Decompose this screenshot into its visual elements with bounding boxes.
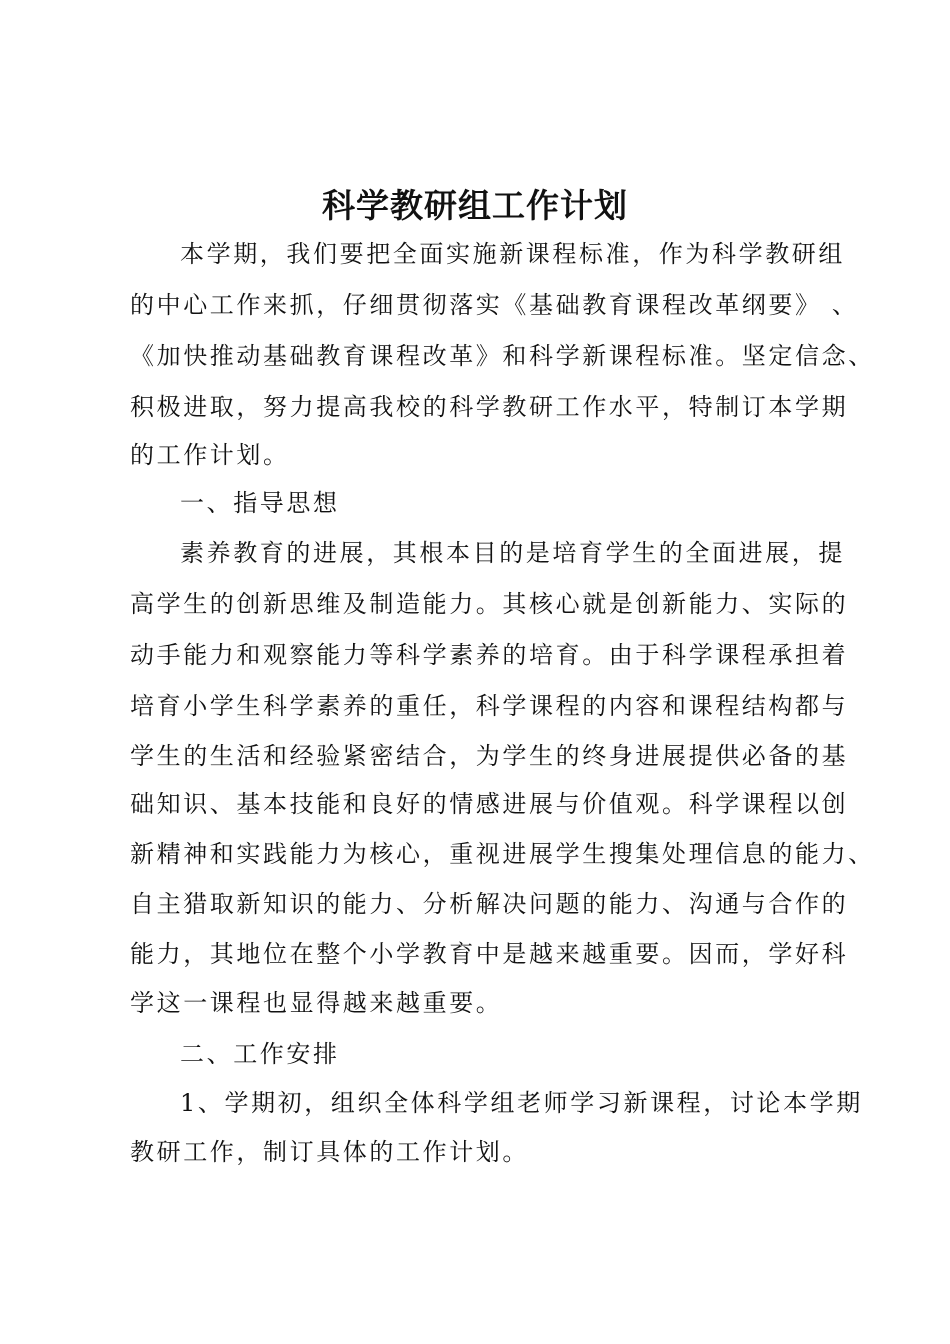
document-title: 科学教研组工作计划 <box>322 186 628 225</box>
paragraph-line: 自主猎取新知识的能力、分析解决问题的能力、沟通与合作的 <box>130 890 849 918</box>
paragraph-line: 础知识、基本技能和良好的情感进展与价值观。科学课程以创 <box>130 790 849 818</box>
paragraph-line: 学这一课程也显得越来越重要。 <box>130 989 503 1017</box>
paragraph-line: 本学期，我们要把全面实施新课程标准，作为科学教研组 <box>180 240 845 268</box>
paragraph-line: 能力，其地位在整个小学教育中是越来越重要。因而，学好科 <box>130 940 849 968</box>
paragraph-line: 培育小学生科学素养的重任，科学课程的内容和课程结构都与 <box>130 692 849 720</box>
section-heading: 一、指导思想 <box>180 489 340 517</box>
paragraph-line: 的工作计划。 <box>130 441 290 469</box>
paragraph-line: 积极进取，努力提高我校的科学教研工作水平，特制订本学期 <box>130 393 849 421</box>
section-heading: 二、工作安排 <box>180 1040 340 1068</box>
paragraph-line: 素养教育的进展，其根本目的是培育学生的全面进展，提 <box>180 539 845 567</box>
paragraph-line: 1、学期初，组织全体科学组老师学习新课程，讨论本学期 <box>180 1089 863 1117</box>
paragraph-line: 新精神和实践能力为核心，重视进展学生搜集处理信息的能力、 <box>130 840 875 868</box>
paragraph-line: 《加快推动基础教育课程改革》和科学新课程标准。坚定信念、 <box>130 342 875 370</box>
paragraph-line: 学生的生活和经验紧密结合，为学生的终身进展提供必备的基 <box>130 742 849 770</box>
paragraph-line: 的中心工作来抓，仔细贯彻落实《基础教育课程改革纲要》 、 <box>130 291 859 319</box>
paragraph-line: 高学生的创新思维及制造能力。其核心就是创新能力、实际的 <box>130 590 849 618</box>
paragraph-line: 教研工作，制订具体的工作计划。 <box>130 1138 529 1166</box>
paragraph-line: 动手能力和观察能力等科学素养的培育。由于科学课程承担着 <box>130 641 849 669</box>
